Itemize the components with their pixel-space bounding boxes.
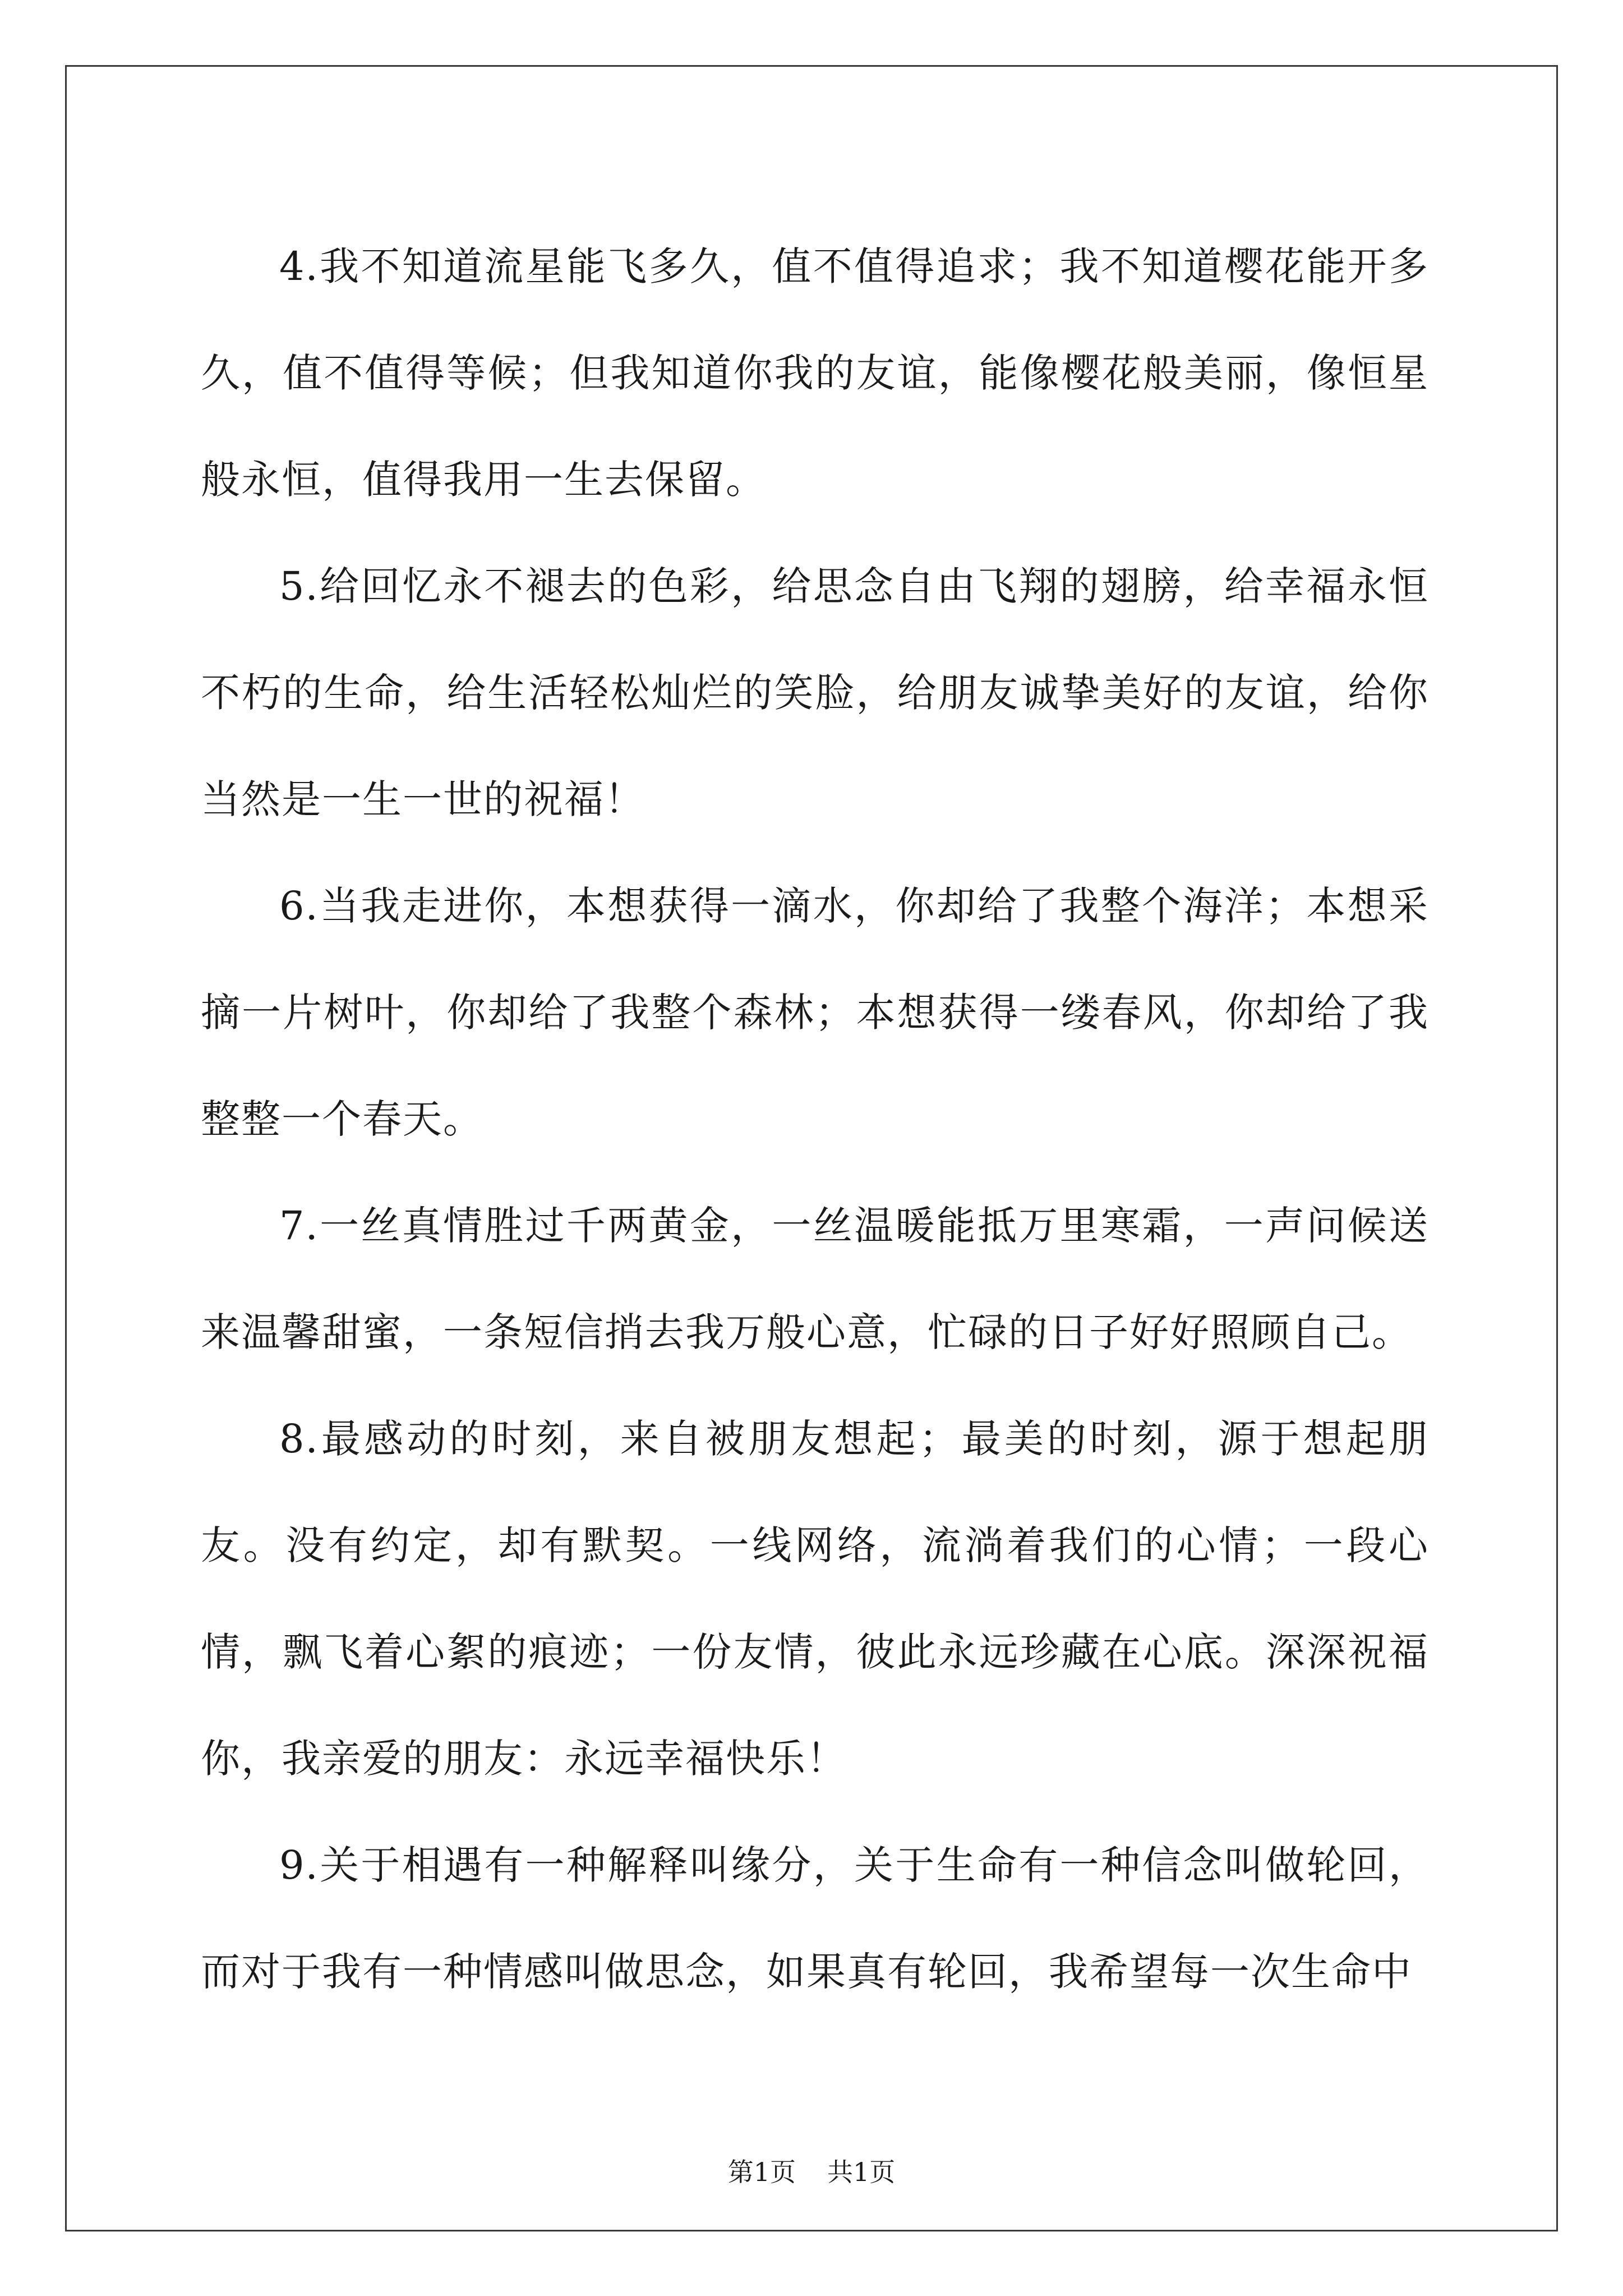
- document-body: [201, 213, 1429, 2025]
- paragraph-6: 6.当我走进你，本想获得一滴水，你却给了我整个海洋；本想采摘一片树叶，你却给了我整个森林；本想获得一缕春风，你却给了我整整一个春天。: [201, 883, 1429, 1142]
- paragraph-7: 7.一丝真情胜过千两黄金，一丝温暖能抵万里寒霜，一声问候送来温馨甜蜜，一条短信捎去我万般心意，忙碌的日子好好照顾自己。: [201, 1203, 1429, 1355]
- page-number: 第1页: [727, 2157, 796, 2187]
- total-pages: 共1页: [827, 2157, 896, 2187]
- paragraph-9: 9.关于相遇有一种解释叫缘分，关于生命有一种信念叫做轮回，而对于我有一种情感叫做思念，如果真有轮回，我希望每一次生命中: [201, 1842, 1429, 1995]
- paragraph-5: 5.给回忆永不褪去的色彩，给思念自由飞翔的翅膀，给幸福永恒不朽的生命，给生活轻松灿烂的笑脸，给朋友诚挚美好的友谊，给你当然是一生一世的祝福！: [201, 563, 1429, 822]
- page-footer: [0, 2155, 1623, 2189]
- paragraph-8: 8.最感动的时刻，来自被朋友想起；最美的时刻，源于想起朋友。没有约定，却有默契。一线网络，流淌着我们的心情；一段心情，飘飞着心絮的痕迹；一份友情，彼此永远珍藏在心底。深深祝福你，我亲爱的朋友：永远幸福快乐！: [201, 1416, 1429, 1782]
- paragraph-4: 4.我不知道流星能飞多久，值不值得追求；我不知道樱花能开多久，值不值得等候；但我知道你我的友谊，能像樱花般美丽，像恒星般永恒，值得我用一生去保留。: [201, 243, 1429, 503]
